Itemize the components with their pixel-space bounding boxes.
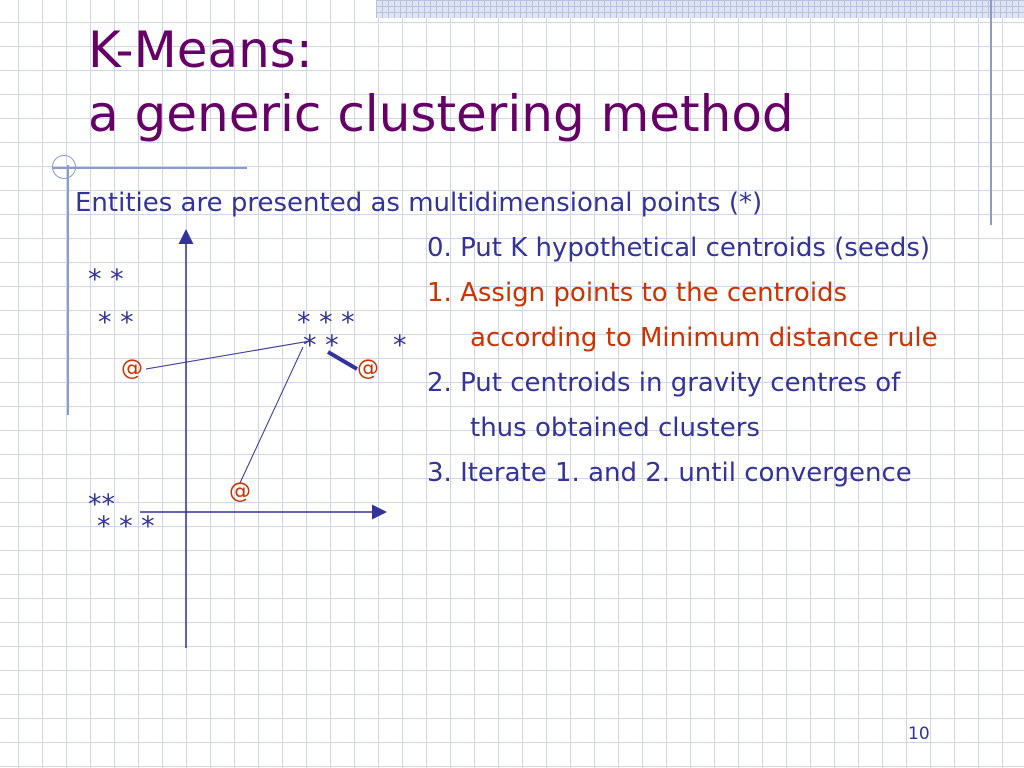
point-cluster-3a: **	[88, 489, 115, 520]
title-line-2: a generic clustering method	[88, 85, 794, 143]
step-0: 0. Put K hypothetical centroids (seeds)	[427, 233, 931, 263]
title-line-1: K-Means:	[88, 21, 313, 79]
step-3: 3. Iterate 1. and 2. until convergence	[427, 458, 912, 488]
seed-marker-3: @	[229, 479, 251, 504]
point-cluster-2a: * * *	[297, 307, 355, 338]
point-cluster-2c: *	[393, 330, 407, 361]
point-cluster-1a: * *	[88, 264, 124, 295]
intro-text: Entities are presented as multidimensional points (*)	[75, 188, 763, 218]
seed-marker-2: @	[357, 356, 379, 381]
point-cluster-1b: * *	[98, 307, 134, 338]
slide-number: 10	[908, 724, 930, 744]
assignment-line-2	[240, 347, 303, 483]
point-cluster-2b: * *	[303, 330, 339, 361]
point-cluster-3b: * * *	[97, 511, 155, 542]
step-2-continued: thus obtained clusters	[470, 413, 760, 443]
assignment-line-1	[146, 341, 310, 369]
step-1-continued: according to Minimum distance rule	[470, 323, 938, 353]
step-1: 1. Assign points to the centroids	[427, 278, 848, 308]
step-2: 2. Put centroids in gravity centres of	[427, 368, 901, 398]
seed-marker-1: @	[121, 356, 143, 381]
